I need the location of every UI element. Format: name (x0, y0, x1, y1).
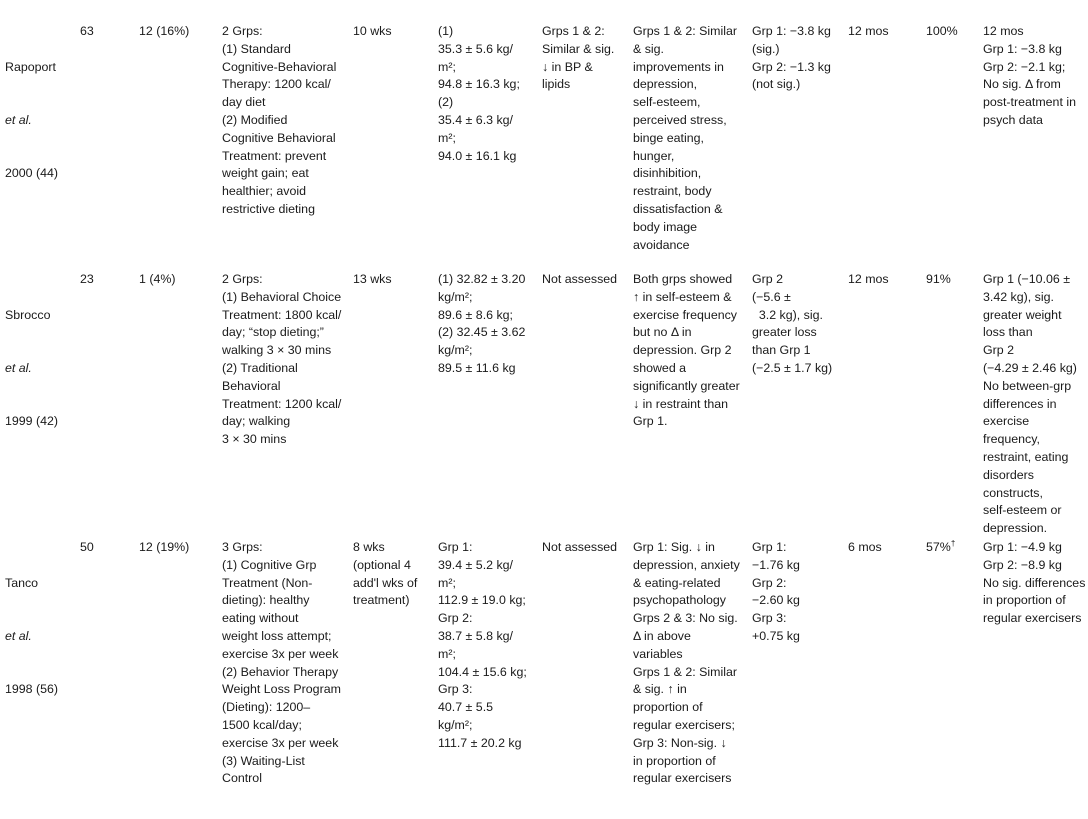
psych-outcomes-cell: Both grps showed ↑ in self-esteem & exercise frequency but no Δ in depression. Grp 2 showed a significantly greater ↓ in restraint than Grp 1. (633, 272, 740, 429)
study-etal: et al. (5, 112, 32, 127)
study-year-ref: 2000 (44) (5, 166, 59, 181)
n-cell: 50 (80, 540, 94, 554)
retention-footnote-mark: † (950, 538, 956, 548)
weight-change-cell: Grp 1: −3.8 kg (sig.) Grp 2: −1.3 kg (not sig.) (752, 24, 831, 92)
dropout-cell: 12 (16%) (139, 24, 190, 38)
followup-results-cell: Grp 1: −4.9 kg Grp 2: −8.9 kg No sig. differences in proportion of regular exercisers (983, 540, 1086, 626)
study-cell (5, 271, 75, 467)
duration-cell: 13 wks (353, 272, 392, 286)
study-year-ref: 1999 (42) (5, 414, 59, 429)
study-etal: et al. (5, 360, 32, 375)
dropout-cell: 1 (4%) (139, 272, 176, 286)
treatment-cell: 2 Grps: (1) Behavioral Choice Treatment: 1800 kcal/ day; “stop dieting;” walking 3 × 30 mins (2) Traditional Behavioral Treatment: 1200 kcal/ day; walking 3 × 30 mins (222, 272, 342, 447)
retention-value: 57% (926, 540, 951, 554)
followup-results-cell: 12 mos Grp 1: −3.8 kg Grp 2: −2.1 kg; No sig. Δ from post-treatment in psych data (983, 24, 1076, 127)
weight-change-cell: Grp 1: −1.76 kg Grp 2: −2.60 kg Grp 3: +0.75 kg (752, 540, 800, 643)
followup-length-cell: 12 mos (848, 24, 889, 38)
bmi-weight-cell: (1) 32.82 ± 3.20 kg/m²; 89.6 ± 8.6 kg; (2) 32.45 ± 3.62 kg/m²; 89.5 ± 11.6 kg (438, 272, 526, 375)
study-etal: et al. (5, 628, 32, 643)
retention-cell: 91% (926, 272, 951, 286)
bp-lipids-cell: Not assessed (542, 272, 618, 286)
psych-outcomes-cell: Grps 1 & 2: Similar & sig. improvements in depression, self-esteem, perceived stress, binge eating, hunger, disinhibition, restraint, body dissatisfaction & body image avoidance (633, 24, 737, 252)
study-cell (5, 23, 75, 219)
bmi-weight-cell: Grp 1: 39.4 ± 5.2 kg/ m²; 112.9 ± 19.0 kg; Grp 2: 38.7 ± 5.8 kg/ m²; 104.4 ± 15.6 kg; Grp 3: 40.7 ± 5.5 kg/m²; 111.7 ± 20.2 kg (438, 540, 527, 750)
study-year-ref: 1998 (56) (5, 682, 59, 697)
treatment-cell: 3 Grps: (1) Cognitive Grp Treatment (Non- dieting): healthy eating without weight loss attempt; exercise 3x per week (2) Behavior Therapy Weight Loss Program (Dieting): 1200– 1500 kcal/day; exercise 3x per week (3) Waiting-List Control (222, 540, 341, 786)
psych-outcomes-cell: Grp 1: Sig. ↓ in depression, anxiety & eating-related psychopathology Grps 2 & 3: No sig. Δ in above variables Grps 1 & 2: Similar & sig. ↑ in proportion of regular exercisers; Grp 3: Non-sig. ↓ in proportion of regular exercisers (633, 540, 740, 786)
followup-length-cell: 6 mos (848, 540, 882, 554)
bp-lipids-cell: Not assessed (542, 540, 618, 554)
followup-results-cell: Grp 1 (−10.06 ± 3.42 kg), sig. greater weight loss than Grp 2 (−4.29 ± 2.46 kg) No between-grp differences in exercise frequency, restraint, eating disorders constructs, self-esteem or depression. (983, 272, 1077, 536)
retention-cell: 100% (926, 24, 958, 38)
study-author: Rapoport (5, 59, 56, 74)
dropout-cell: 12 (19%) (139, 540, 190, 554)
bp-lipids-cell: Grps 1 & 2: Similar & sig. ↓ in BP & lipids (542, 24, 615, 92)
followup-length-cell: 12 mos (848, 272, 889, 286)
n-cell: 63 (80, 24, 94, 38)
retention-cell (926, 539, 976, 557)
bmi-weight-cell: (1) 35.3 ± 5.6 kg/ m²; 94.8 ± 16.3 kg; (2) 35.4 ± 6.3 kg/ m²; 94.0 ± 16.1 kg (438, 24, 520, 163)
study-author: Tanco (5, 575, 39, 590)
treatment-cell: 2 Grps: (1) Standard Cognitive-Behavioral Therapy: 1200 kcal/ day diet (2) Modified Cognitive Behavioral Treatment: prevent weight gain; eat healthier; avoid restrictive dieting (222, 24, 337, 216)
weight-change-cell: Grp 2 (−5.6 ± 3.2 kg), sig. greater loss than Grp 1 (−2.5 ± 1.7 kg) (752, 272, 833, 375)
duration-cell: 10 wks (353, 24, 392, 38)
study-cell (5, 539, 75, 735)
n-cell: 23 (80, 272, 94, 286)
duration-cell: 8 wks (optional 4 add'l wks of treatment) (353, 540, 418, 608)
study-author: Sbrocco (5, 307, 51, 322)
